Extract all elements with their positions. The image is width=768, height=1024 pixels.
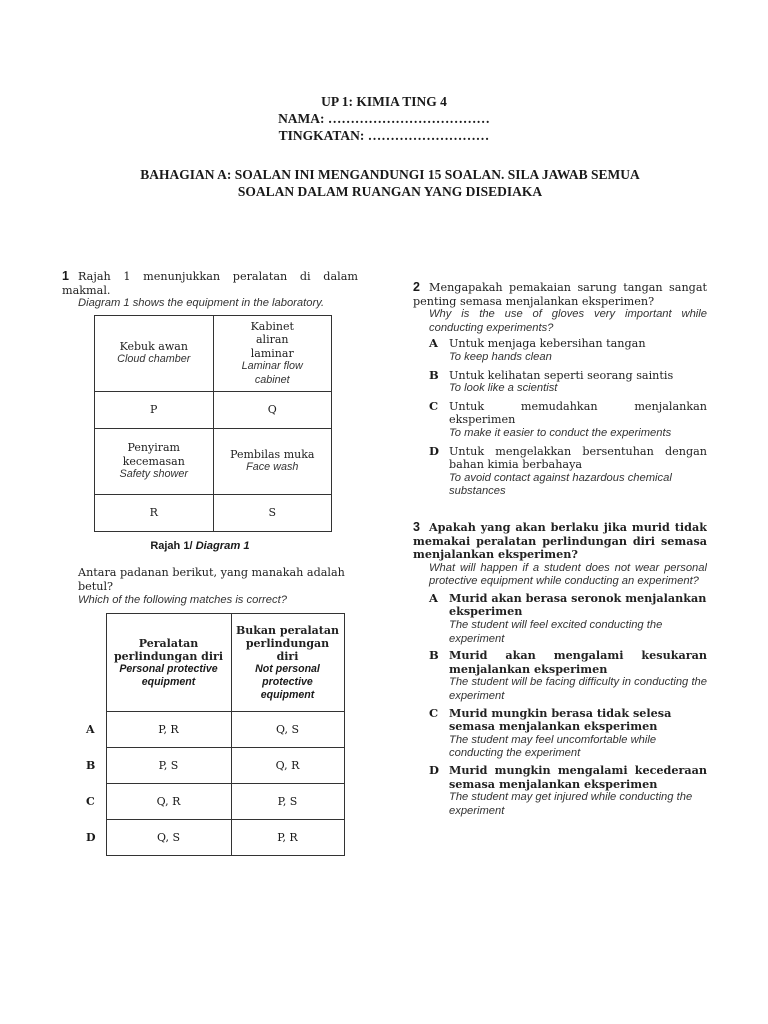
option-label: B xyxy=(86,759,96,773)
question-1-ask-en: Which of the following matches is correct? xyxy=(78,593,287,606)
table-cell xyxy=(213,391,332,428)
option-A[interactable] xyxy=(413,592,707,646)
answer-option-D[interactable] xyxy=(62,820,344,856)
option-B[interactable] xyxy=(413,369,707,396)
caption-ms: Rajah 1/ xyxy=(150,539,193,552)
diagram-caption xyxy=(62,540,358,554)
table-cell xyxy=(95,315,214,391)
cell-ms: Pembilas muka xyxy=(230,447,315,461)
question-text-ms: Apakah yang akan berlaku jika murid tidak memakai peralatan perlindungan diri semasa menjalankan eksperimen? xyxy=(413,519,707,562)
option-col2: P, S xyxy=(231,784,344,820)
questions-2-3 xyxy=(413,281,707,818)
question-number: 1 xyxy=(62,269,69,283)
option-col2: Q, S xyxy=(231,712,344,748)
option-A[interactable] xyxy=(413,337,707,364)
answer-table xyxy=(62,613,345,856)
name-line: NAMA: ……………………………… xyxy=(278,111,490,126)
header-ms: Bukan peralatan perlindungan diri xyxy=(236,623,339,663)
option-label: D xyxy=(429,443,439,458)
option-text-ms: Murid akan mengalami kesukaran menjalankan eksperimen xyxy=(449,648,707,676)
class-line: TINGKATAN: ……………………… xyxy=(278,128,490,143)
option-label: A xyxy=(86,723,95,737)
header-cell xyxy=(106,614,231,712)
header-ms: Peralatan perlindungan diri xyxy=(113,636,224,663)
cell-en: Safety shower xyxy=(119,468,188,481)
cell-ms: Q xyxy=(267,403,277,417)
table-cell xyxy=(95,428,214,494)
question-1-ask-ms: Antara padanan berikut, yang manakah adalah betul? xyxy=(78,566,345,593)
option-text-en: The student will be facing difficulty in conducting the experiment xyxy=(449,676,707,703)
question-1-stem xyxy=(62,270,358,297)
question-1 xyxy=(62,270,358,856)
header-cell xyxy=(231,614,344,712)
option-label: A xyxy=(429,336,438,351)
option-label: C xyxy=(429,398,439,413)
option-label: B xyxy=(429,367,439,382)
option-text-en: To avoid contact against hazardous chemical substances xyxy=(449,471,672,498)
option-text-ms: Untuk mengelakkan bersentuhan dengan bahan kimia berbahaya xyxy=(449,444,707,472)
option-B[interactable] xyxy=(413,649,707,703)
option-text-en: The student may feel uncomfortable while conducting the experiment xyxy=(449,733,657,760)
option-text-ms: Murid mungkin mengalami kecederaan semasa menjalankan eksperimen xyxy=(449,763,707,791)
option-col2: P, R xyxy=(231,820,344,856)
cell-ms: Penyiram kecemasan xyxy=(122,441,185,468)
cell-ms: P xyxy=(150,403,158,417)
cell-en: Cloud chamber xyxy=(117,353,191,366)
question-3-stem xyxy=(413,521,707,562)
header-en: Not personal protective equipment xyxy=(255,662,320,701)
option-text-ms: Untuk kelihatan seperti seorang saintis xyxy=(449,368,674,382)
table-cell xyxy=(95,494,214,531)
header-en: Personal protective equipment xyxy=(119,662,218,688)
caption-en: Diagram 1 xyxy=(195,539,250,552)
cell-en: Laminar flow cabinet xyxy=(241,360,303,386)
option-col2: Q, R xyxy=(231,748,344,784)
equipment-table xyxy=(94,315,332,532)
table-row xyxy=(95,391,332,428)
table-cell xyxy=(213,315,332,391)
option-col1: Q, R xyxy=(106,784,231,820)
table-cell xyxy=(213,428,332,494)
cell-en: Face wash xyxy=(246,461,299,474)
option-text-en: The student may get injured while conducting the experiment xyxy=(449,791,693,817)
option-text-en: To look like a scientist xyxy=(449,382,558,395)
exam-header xyxy=(0,93,768,144)
option-col1: P, R xyxy=(106,712,231,748)
question-text-ms: Rajah 1 menunjukkan peralatan di dalam makmal. xyxy=(62,270,358,297)
option-label: B xyxy=(429,648,439,663)
option-label: A xyxy=(429,590,438,605)
question-2-stem xyxy=(413,281,707,308)
exam-title: UP 1: KIMIA TING 4 xyxy=(321,94,447,109)
answer-option-C[interactable] xyxy=(62,784,344,820)
cell-ms: R xyxy=(149,506,158,520)
question-number: 3 xyxy=(413,519,420,534)
option-label: D xyxy=(86,831,96,845)
cell-ms: Kabinet aliran laminar xyxy=(250,319,294,360)
section-line-1: BAHAGIAN A: SOALAN INI MENGANDUNGI 15 SOALAN. SILA JAWAB SEMUA xyxy=(140,167,640,182)
table-cell xyxy=(95,391,214,428)
option-label: D xyxy=(429,763,439,777)
answer-table-header xyxy=(62,614,344,712)
option-D[interactable] xyxy=(413,445,707,499)
question-text-en: Diagram 1 shows the equipment in the laboratory. xyxy=(78,297,325,310)
option-label: C xyxy=(86,795,95,809)
table-row xyxy=(95,315,332,391)
table-row xyxy=(95,428,332,494)
option-C[interactable] xyxy=(413,400,707,441)
answer-option-B[interactable] xyxy=(62,748,344,784)
option-text-ms: Murid akan berasa seronok menjalankan eksperimen xyxy=(449,590,707,619)
cell-ms: S xyxy=(268,506,277,520)
option-text-ms: Untuk memudahkan menjalankan eksperimen xyxy=(449,399,707,427)
option-text-ms: Murid mungkin berasa tidak selesa semasa menjalankan eksperimen xyxy=(449,705,672,734)
blank xyxy=(62,614,106,712)
option-D[interactable] xyxy=(413,764,707,818)
question-number: 2 xyxy=(413,281,420,294)
question-3 xyxy=(413,521,707,818)
question-text-en: Why is the use of gloves very important while conducting experiments? xyxy=(429,308,707,334)
table-cell xyxy=(213,494,332,531)
option-text-ms: Untuk menjaga kebersihan tangan xyxy=(449,337,646,351)
question-2 xyxy=(413,281,707,499)
question-text-en: What will happen if a student does not wear personal protective equipment while conducting an experiment? xyxy=(429,561,707,588)
table-row xyxy=(95,494,332,531)
answer-option-A[interactable] xyxy=(62,712,344,748)
section-line-2: SOALAN DALAM RUANGAN YANG DISEDIAKA xyxy=(237,184,543,199)
option-col1: P, S xyxy=(106,748,231,784)
question-text-ms: Mengapakah pemakaian sarung tangan sangat penting semasa menjalankan eksperimen? xyxy=(413,281,707,308)
cell-ms: Kebuk awan xyxy=(119,339,188,353)
section-instructions xyxy=(90,166,690,200)
option-C[interactable] xyxy=(413,707,707,761)
option-text-en: To make it easier to conduct the experiments xyxy=(449,426,672,439)
option-col1: Q, S xyxy=(106,820,231,856)
option-label: C xyxy=(429,705,439,720)
option-text-en: The student will feel excited conducting the experiment xyxy=(449,619,663,645)
option-text-en: To keep hands clean xyxy=(449,350,552,363)
